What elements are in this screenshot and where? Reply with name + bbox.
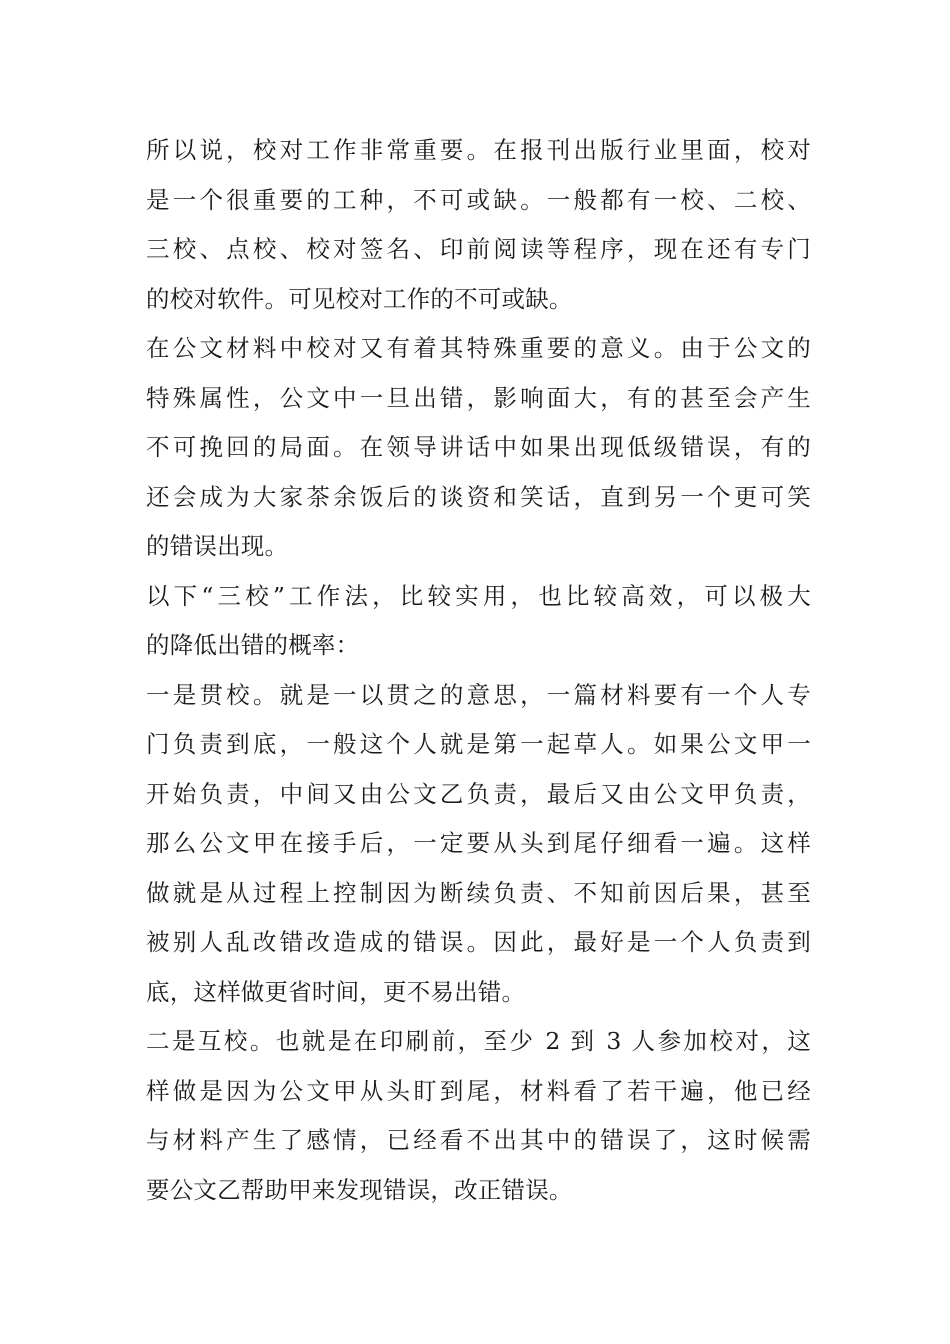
- text-line: 不可挽回的局面。在领导讲话中如果出现低级错误，有的: [146, 433, 811, 461]
- paragraph-mutual-check: [146, 1017, 811, 1215]
- text-line: 特殊属性，公文中一旦出错，影响面大，有的甚至会产生: [146, 383, 811, 412]
- text-line: 在公文材料中校对又有着其特殊重要的意义。由于公文的: [146, 334, 811, 362]
- text-line: 被别人乱改错改造成的错误。因此，最好是一个人负责到: [146, 928, 811, 956]
- paragraph-continuous-check: [146, 671, 811, 1018]
- text-line: 门负责到底，一般这个人就是第一起草人。如果公文甲一: [146, 730, 811, 758]
- text-line: 是一个很重要的工种，不可或缺。一般都有一校、二校、: [146, 185, 811, 214]
- text-line: 要公文乙帮助甲来发现错误，改正错误。: [146, 1175, 573, 1204]
- text-line: 底，这样做更省时间，更不易出错。: [146, 977, 526, 1006]
- text-line: 的降低出错的概率：: [146, 631, 360, 659]
- text-line: 所以说，校对工作非常重要。在报刊出版行业里面，校对: [146, 136, 811, 164]
- text-line: 开始负责，中间又由公文乙负责，最后又由公文甲负责，: [146, 779, 811, 808]
- paragraph-importance-of-proofreading: [146, 126, 811, 324]
- text-line: 一是贯校。就是一以贯之的意思，一篇材料要有一个人专: [146, 680, 811, 709]
- text-line: 做就是从过程上控制因为断续负责、不知前因后果，甚至: [146, 878, 811, 907]
- text-line: 样做是因为公文甲从头盯到尾，材料看了若干遍，他已经: [146, 1076, 811, 1105]
- text-line: 与材料产生了感情，已经看不出其中的错误了，这时候需: [146, 1126, 811, 1154]
- text-line: 那么公文甲在接手后，一定要从头到尾仔细看一遍。这样: [146, 829, 811, 857]
- text-line: 以下“三校”工作法，比较实用，也比较高效，可以极大: [146, 581, 811, 610]
- text-line: 三校、点校、校对签名、印前阅读等程序，现在还有专门: [146, 235, 811, 263]
- document-page: [146, 126, 811, 1215]
- text-line: 二是互校。也就是在印刷前，至少 2 到 3 人参加校对，这: [146, 1027, 811, 1055]
- paragraph-official-documents: [146, 324, 811, 572]
- text-line: 的错误出现。: [146, 532, 289, 560]
- text-line: 的校对软件。可见校对工作的不可或缺。: [146, 284, 573, 313]
- text-line: 还会成为大家茶余饭后的谈资和笑话，直到另一个更可笑: [146, 482, 811, 511]
- paragraph-three-checks-intro: [146, 572, 811, 671]
